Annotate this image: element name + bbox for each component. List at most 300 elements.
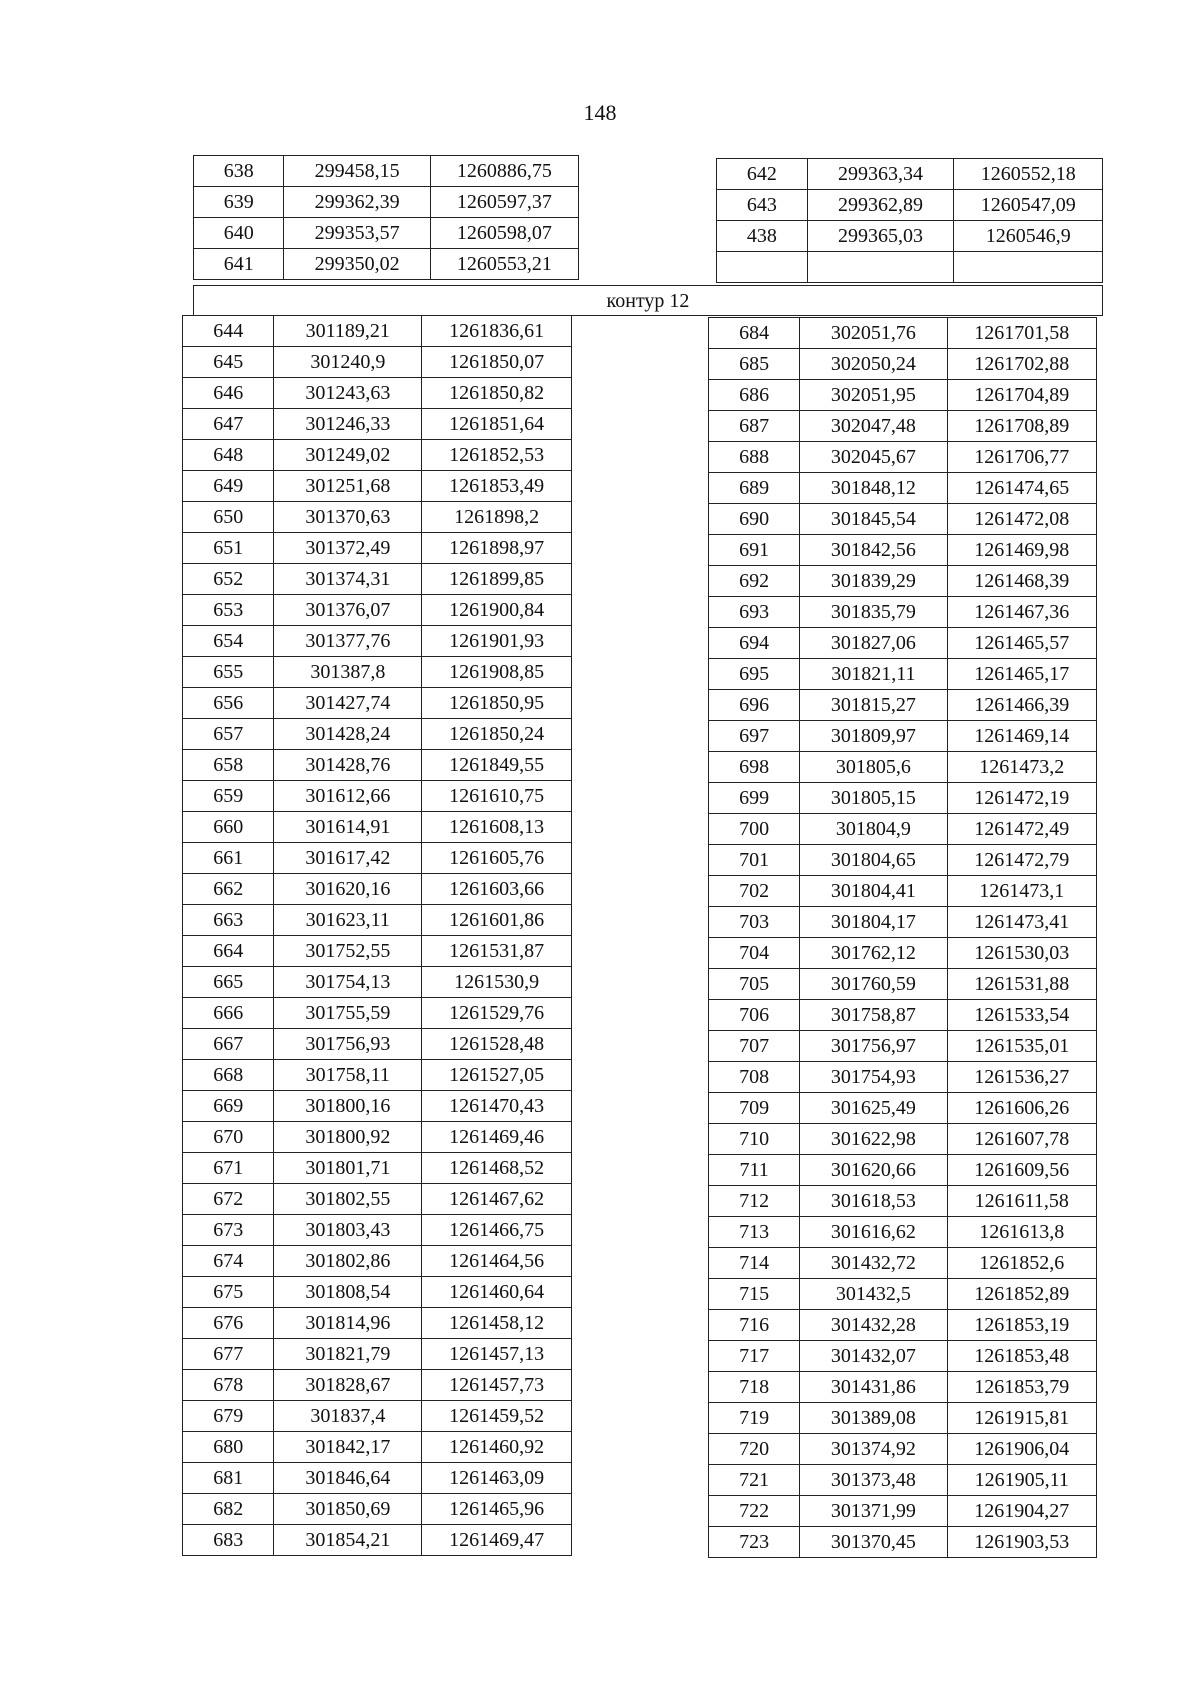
table-row	[183, 1215, 572, 1246]
y-coordinate-cell: 1261850,82	[422, 378, 572, 409]
x-coordinate-cell: 299362,89	[807, 190, 954, 221]
table-row	[709, 907, 1097, 938]
point-number-cell: 717	[709, 1341, 800, 1372]
table-row	[709, 1155, 1097, 1186]
x-coordinate-cell: 301800,92	[274, 1122, 422, 1153]
point-number-cell: 684	[709, 318, 800, 349]
table-row	[183, 812, 572, 843]
point-number-cell: 676	[183, 1308, 274, 1339]
point-number-cell: 693	[709, 597, 800, 628]
y-coordinate-cell: 1261613,8	[947, 1217, 1096, 1248]
y-coordinate-cell: 1261458,12	[422, 1308, 572, 1339]
table-row	[183, 1246, 572, 1277]
x-coordinate-cell: 301805,6	[800, 752, 947, 783]
x-coordinate-cell: 301808,54	[274, 1277, 422, 1308]
x-coordinate-cell: 301371,99	[800, 1496, 947, 1527]
x-coordinate-cell: 301623,11	[274, 905, 422, 936]
y-coordinate-cell: 1261836,61	[422, 316, 572, 347]
y-coordinate-cell: 1261465,17	[947, 659, 1096, 690]
point-number-cell: 700	[709, 814, 800, 845]
y-coordinate-cell: 1261460,64	[422, 1277, 572, 1308]
x-coordinate-cell: 301756,97	[800, 1031, 947, 1062]
table-row	[183, 378, 572, 409]
table-row	[183, 1525, 572, 1556]
point-number-cell: 670	[183, 1122, 274, 1153]
point-number-cell: 711	[709, 1155, 800, 1186]
y-coordinate-cell: 1261609,56	[947, 1155, 1096, 1186]
point-number-cell: 699	[709, 783, 800, 814]
table-row	[183, 533, 572, 564]
point-number-cell: 719	[709, 1403, 800, 1434]
y-coordinate-cell: 1261459,52	[422, 1401, 572, 1432]
y-coordinate-cell: 1261608,13	[422, 812, 572, 843]
point-number-cell: 687	[709, 411, 800, 442]
y-coordinate-cell: 1261605,76	[422, 843, 572, 874]
x-coordinate-cell: 301389,08	[800, 1403, 947, 1434]
y-coordinate-cell: 1261702,88	[947, 349, 1096, 380]
table-row	[709, 1124, 1097, 1155]
x-coordinate-cell: 301802,86	[274, 1246, 422, 1277]
table-row	[183, 843, 572, 874]
point-number-cell: 709	[709, 1093, 800, 1124]
y-coordinate-cell: 1261853,48	[947, 1341, 1096, 1372]
table-row	[709, 442, 1097, 473]
x-coordinate-cell: 301754,13	[274, 967, 422, 998]
point-number-cell: 701	[709, 845, 800, 876]
point-number-cell: 650	[183, 502, 274, 533]
y-coordinate-cell: 1260546,9	[954, 221, 1103, 252]
table-row	[194, 187, 579, 218]
point-number-cell: 708	[709, 1062, 800, 1093]
x-coordinate-cell: 301752,55	[274, 936, 422, 967]
point-number-cell: 652	[183, 564, 274, 595]
point-number-cell: 674	[183, 1246, 274, 1277]
y-coordinate-cell: 1260597,37	[430, 187, 578, 218]
x-coordinate-cell: 301249,02	[274, 440, 422, 471]
y-coordinate-cell: 1261531,87	[422, 936, 572, 967]
x-coordinate-cell: 301240,9	[274, 347, 422, 378]
point-number-cell: 681	[183, 1463, 274, 1494]
y-coordinate-cell: 1261473,41	[947, 907, 1096, 938]
point-number-cell: 720	[709, 1434, 800, 1465]
table-row	[709, 1000, 1097, 1031]
y-coordinate-cell: 1261851,64	[422, 409, 572, 440]
point-number-cell: 713	[709, 1217, 800, 1248]
table-row	[709, 969, 1097, 1000]
point-number-cell: 643	[717, 190, 808, 221]
y-coordinate-cell: 1261474,65	[947, 473, 1096, 504]
point-number-cell: 718	[709, 1372, 800, 1403]
y-coordinate-cell: 1261899,85	[422, 564, 572, 595]
y-coordinate-cell: 1261901,93	[422, 626, 572, 657]
table-row	[709, 845, 1097, 876]
point-number-cell: 714	[709, 1248, 800, 1279]
x-coordinate-cell: 302050,24	[800, 349, 947, 380]
table-row	[709, 535, 1097, 566]
point-number-cell: 645	[183, 347, 274, 378]
x-coordinate-cell: 301755,59	[274, 998, 422, 1029]
y-coordinate-cell: 1261472,49	[947, 814, 1096, 845]
x-coordinate-cell: 301251,68	[274, 471, 422, 502]
table-row	[183, 471, 572, 502]
table-row	[183, 595, 572, 626]
table-row	[183, 1122, 572, 1153]
table-row	[183, 1029, 572, 1060]
table-row	[709, 1186, 1097, 1217]
y-coordinate-cell: 1261701,58	[947, 318, 1096, 349]
table-row	[183, 750, 572, 781]
table-row	[183, 998, 572, 1029]
point-number-cell: 438	[717, 221, 808, 252]
point-number-cell: 666	[183, 998, 274, 1029]
y-coordinate-cell: 1261467,62	[422, 1184, 572, 1215]
x-coordinate-cell: 301756,93	[274, 1029, 422, 1060]
x-coordinate-cell: 301842,17	[274, 1432, 422, 1463]
point-number-cell: 638	[194, 156, 284, 187]
point-number-cell: 691	[709, 535, 800, 566]
y-coordinate-cell: 1261708,89	[947, 411, 1096, 442]
point-number-cell: 644	[183, 316, 274, 347]
point-number-cell: 698	[709, 752, 800, 783]
y-coordinate-cell: 1261908,85	[422, 657, 572, 688]
table-row	[183, 1494, 572, 1525]
x-coordinate-cell: 301372,49	[274, 533, 422, 564]
x-coordinate-cell: 301845,54	[800, 504, 947, 535]
y-coordinate-cell: 1261900,84	[422, 595, 572, 626]
table-row	[183, 1463, 572, 1494]
top-right-table	[716, 158, 1103, 283]
table-row	[709, 1248, 1097, 1279]
x-coordinate-cell: 301839,29	[800, 566, 947, 597]
table-row	[709, 597, 1097, 628]
y-coordinate-cell: 1261601,86	[422, 905, 572, 936]
x-coordinate-cell: 301428,24	[274, 719, 422, 750]
point-number-cell: 715	[709, 1279, 800, 1310]
x-coordinate-cell: 301620,66	[800, 1155, 947, 1186]
table-row	[183, 1277, 572, 1308]
x-coordinate-cell: 301622,98	[800, 1124, 947, 1155]
y-coordinate-cell: 1261611,58	[947, 1186, 1096, 1217]
x-coordinate-cell: 302045,67	[800, 442, 947, 473]
point-number-cell: 723	[709, 1527, 800, 1558]
y-coordinate-cell: 1261528,48	[422, 1029, 572, 1060]
x-coordinate-cell: 301246,33	[274, 409, 422, 440]
x-coordinate-cell: 301802,55	[274, 1184, 422, 1215]
point-number-cell: 651	[183, 533, 274, 564]
y-coordinate-cell	[954, 252, 1103, 283]
x-coordinate-cell: 301431,86	[800, 1372, 947, 1403]
table-row	[709, 1310, 1097, 1341]
table-row	[183, 905, 572, 936]
table-row	[717, 221, 1103, 252]
table-row	[183, 1432, 572, 1463]
table-row	[183, 347, 572, 378]
point-number-cell: 679	[183, 1401, 274, 1432]
table-row	[709, 659, 1097, 690]
y-coordinate-cell: 1261469,14	[947, 721, 1096, 752]
x-coordinate-cell: 299458,15	[284, 156, 430, 187]
y-coordinate-cell: 1261852,53	[422, 440, 572, 471]
table-row	[709, 504, 1097, 535]
y-coordinate-cell: 1261466,75	[422, 1215, 572, 1246]
x-coordinate-cell: 301814,96	[274, 1308, 422, 1339]
point-number-cell: 688	[709, 442, 800, 473]
table-row	[709, 938, 1097, 969]
y-coordinate-cell: 1261465,96	[422, 1494, 572, 1525]
point-number-cell: 664	[183, 936, 274, 967]
right-coordinates-table	[708, 317, 1097, 1558]
y-coordinate-cell: 1260552,18	[954, 159, 1103, 190]
x-coordinate-cell: 301614,91	[274, 812, 422, 843]
x-coordinate-cell: 301828,67	[274, 1370, 422, 1401]
x-coordinate-cell: 301800,16	[274, 1091, 422, 1122]
x-coordinate-cell: 301370,45	[800, 1527, 947, 1558]
y-coordinate-cell: 1261915,81	[947, 1403, 1096, 1434]
point-number-cell: 646	[183, 378, 274, 409]
point-number-cell: 659	[183, 781, 274, 812]
point-number-cell: 721	[709, 1465, 800, 1496]
x-coordinate-cell: 301803,43	[274, 1215, 422, 1246]
point-number-cell: 697	[709, 721, 800, 752]
table-row	[709, 411, 1097, 442]
y-coordinate-cell: 1261472,08	[947, 504, 1096, 535]
y-coordinate-cell: 1261463,09	[422, 1463, 572, 1494]
y-coordinate-cell: 1261530,9	[422, 967, 572, 998]
y-coordinate-cell: 1261531,88	[947, 969, 1096, 1000]
point-number-cell: 678	[183, 1370, 274, 1401]
x-coordinate-cell	[807, 252, 954, 283]
y-coordinate-cell: 1261898,97	[422, 533, 572, 564]
x-coordinate-cell: 301616,62	[800, 1217, 947, 1248]
x-coordinate-cell: 301804,65	[800, 845, 947, 876]
point-number-cell: 667	[183, 1029, 274, 1060]
point-number-cell: 640	[194, 218, 284, 249]
table-row	[709, 690, 1097, 721]
table-row	[709, 814, 1097, 845]
y-coordinate-cell: 1261529,76	[422, 998, 572, 1029]
table-row	[709, 380, 1097, 411]
table-row	[194, 156, 579, 187]
x-coordinate-cell: 301827,06	[800, 628, 947, 659]
table-row	[709, 1465, 1097, 1496]
y-coordinate-cell: 1261468,52	[422, 1153, 572, 1184]
point-number-cell: 655	[183, 657, 274, 688]
x-coordinate-cell: 301374,92	[800, 1434, 947, 1465]
x-coordinate-cell: 301801,71	[274, 1153, 422, 1184]
y-coordinate-cell: 1261849,55	[422, 750, 572, 781]
point-number-cell: 690	[709, 504, 800, 535]
x-coordinate-cell: 301758,11	[274, 1060, 422, 1091]
y-coordinate-cell: 1261853,49	[422, 471, 572, 502]
x-coordinate-cell: 301387,8	[274, 657, 422, 688]
x-coordinate-cell: 301370,63	[274, 502, 422, 533]
y-coordinate-cell: 1261606,26	[947, 1093, 1096, 1124]
point-number-cell: 641	[194, 249, 284, 280]
y-coordinate-cell: 1261469,98	[947, 535, 1096, 566]
point-number-cell: 661	[183, 843, 274, 874]
y-coordinate-cell: 1261850,07	[422, 347, 572, 378]
x-coordinate-cell: 299365,03	[807, 221, 954, 252]
y-coordinate-cell: 1261903,53	[947, 1527, 1096, 1558]
x-coordinate-cell: 302047,48	[800, 411, 947, 442]
point-number-cell: 696	[709, 690, 800, 721]
x-coordinate-cell: 301373,48	[800, 1465, 947, 1496]
y-coordinate-cell: 1261904,27	[947, 1496, 1096, 1527]
y-coordinate-cell: 1261466,39	[947, 690, 1096, 721]
y-coordinate-cell: 1260547,09	[954, 190, 1103, 221]
y-coordinate-cell: 1261469,46	[422, 1122, 572, 1153]
point-number-cell: 649	[183, 471, 274, 502]
y-coordinate-cell: 1261706,77	[947, 442, 1096, 473]
table-row	[183, 1308, 572, 1339]
point-number-cell: 656	[183, 688, 274, 719]
y-coordinate-cell: 1261536,27	[947, 1062, 1096, 1093]
x-coordinate-cell: 301804,17	[800, 907, 947, 938]
y-coordinate-cell: 1260886,75	[430, 156, 578, 187]
table-row	[183, 1370, 572, 1401]
table-row	[709, 318, 1097, 349]
table-row	[717, 190, 1103, 221]
x-coordinate-cell: 301842,56	[800, 535, 947, 566]
x-coordinate-cell: 301760,59	[800, 969, 947, 1000]
point-number-cell: 673	[183, 1215, 274, 1246]
point-number-cell: 639	[194, 187, 284, 218]
y-coordinate-cell: 1261469,47	[422, 1525, 572, 1556]
table-row	[709, 349, 1097, 380]
y-coordinate-cell: 1261527,05	[422, 1060, 572, 1091]
table-row	[183, 688, 572, 719]
y-coordinate-cell: 1261473,1	[947, 876, 1096, 907]
x-coordinate-cell: 301815,27	[800, 690, 947, 721]
y-coordinate-cell: 1261704,89	[947, 380, 1096, 411]
table-row	[709, 752, 1097, 783]
contour-label: контур 12	[193, 285, 1103, 316]
point-number-cell: 692	[709, 566, 800, 597]
table-row	[194, 218, 579, 249]
x-coordinate-cell: 301243,63	[274, 378, 422, 409]
point-number-cell: 671	[183, 1153, 274, 1184]
x-coordinate-cell: 301427,74	[274, 688, 422, 719]
x-coordinate-cell: 302051,95	[800, 380, 947, 411]
point-number-cell: 675	[183, 1277, 274, 1308]
x-coordinate-cell: 301612,66	[274, 781, 422, 812]
table-row	[709, 1093, 1097, 1124]
x-coordinate-cell: 301432,72	[800, 1248, 947, 1279]
table-row	[709, 876, 1097, 907]
table-row	[183, 502, 572, 533]
x-coordinate-cell: 301376,07	[274, 595, 422, 626]
table-row	[709, 1496, 1097, 1527]
y-coordinate-cell: 1261610,75	[422, 781, 572, 812]
left-coordinates-table	[182, 315, 572, 1556]
table-row	[709, 783, 1097, 814]
point-number-cell: 680	[183, 1432, 274, 1463]
x-coordinate-cell: 299350,02	[284, 249, 430, 280]
page-number: 148	[583, 100, 617, 125]
point-number-cell: 689	[709, 473, 800, 504]
table-row	[709, 1403, 1097, 1434]
y-coordinate-cell: 1261853,19	[947, 1310, 1096, 1341]
y-coordinate-cell: 1261850,24	[422, 719, 572, 750]
y-coordinate-cell: 1261905,11	[947, 1465, 1096, 1496]
point-number-cell: 658	[183, 750, 274, 781]
x-coordinate-cell: 301374,31	[274, 564, 422, 595]
x-coordinate-cell: 302051,76	[800, 318, 947, 349]
y-coordinate-cell: 1261472,19	[947, 783, 1096, 814]
table-row	[183, 564, 572, 595]
x-coordinate-cell: 301432,5	[800, 1279, 947, 1310]
point-number-cell: 712	[709, 1186, 800, 1217]
point-number-cell: 648	[183, 440, 274, 471]
table-row	[183, 781, 572, 812]
top-left-table	[193, 155, 579, 280]
x-coordinate-cell: 299353,57	[284, 218, 430, 249]
table-row	[709, 566, 1097, 597]
x-coordinate-cell: 301854,21	[274, 1525, 422, 1556]
table-row	[183, 967, 572, 998]
x-coordinate-cell: 299362,39	[284, 187, 430, 218]
x-coordinate-cell: 301846,64	[274, 1463, 422, 1494]
table-row	[183, 657, 572, 688]
point-number-cell: 694	[709, 628, 800, 659]
point-number-cell: 707	[709, 1031, 800, 1062]
x-coordinate-cell: 301189,21	[274, 316, 422, 347]
point-number-cell: 702	[709, 876, 800, 907]
x-coordinate-cell: 301428,76	[274, 750, 422, 781]
point-number-cell: 672	[183, 1184, 274, 1215]
x-coordinate-cell: 301835,79	[800, 597, 947, 628]
x-coordinate-cell: 301809,97	[800, 721, 947, 752]
table-row	[183, 1401, 572, 1432]
point-number-cell: 705	[709, 969, 800, 1000]
table-row	[709, 1062, 1097, 1093]
point-number-cell: 710	[709, 1124, 800, 1155]
point-number-cell: 685	[709, 349, 800, 380]
y-coordinate-cell: 1261470,43	[422, 1091, 572, 1122]
table-row	[183, 1184, 572, 1215]
x-coordinate-cell: 301837,4	[274, 1401, 422, 1432]
y-coordinate-cell: 1261852,6	[947, 1248, 1096, 1279]
table-row	[183, 1339, 572, 1370]
x-coordinate-cell: 301432,28	[800, 1310, 947, 1341]
point-number-cell	[717, 252, 808, 283]
point-number-cell: 704	[709, 938, 800, 969]
table-row	[183, 440, 572, 471]
point-number-cell: 668	[183, 1060, 274, 1091]
point-number-cell: 682	[183, 1494, 274, 1525]
table-row	[183, 1153, 572, 1184]
table-row	[709, 721, 1097, 752]
point-number-cell: 654	[183, 626, 274, 657]
y-coordinate-cell: 1261906,04	[947, 1434, 1096, 1465]
y-coordinate-cell: 1261464,56	[422, 1246, 572, 1277]
point-number-cell: 660	[183, 812, 274, 843]
y-coordinate-cell: 1261898,2	[422, 502, 572, 533]
table-row	[183, 409, 572, 440]
x-coordinate-cell: 301432,07	[800, 1341, 947, 1372]
y-coordinate-cell: 1261472,79	[947, 845, 1096, 876]
y-coordinate-cell: 1261465,57	[947, 628, 1096, 659]
table-row	[194, 249, 579, 280]
table-row	[709, 1527, 1097, 1558]
y-coordinate-cell: 1261467,36	[947, 597, 1096, 628]
x-coordinate-cell: 301821,79	[274, 1339, 422, 1370]
y-coordinate-cell: 1261457,73	[422, 1370, 572, 1401]
x-coordinate-cell: 301758,87	[800, 1000, 947, 1031]
y-coordinate-cell: 1261535,01	[947, 1031, 1096, 1062]
x-coordinate-cell: 301618,53	[800, 1186, 947, 1217]
y-coordinate-cell: 1261460,92	[422, 1432, 572, 1463]
